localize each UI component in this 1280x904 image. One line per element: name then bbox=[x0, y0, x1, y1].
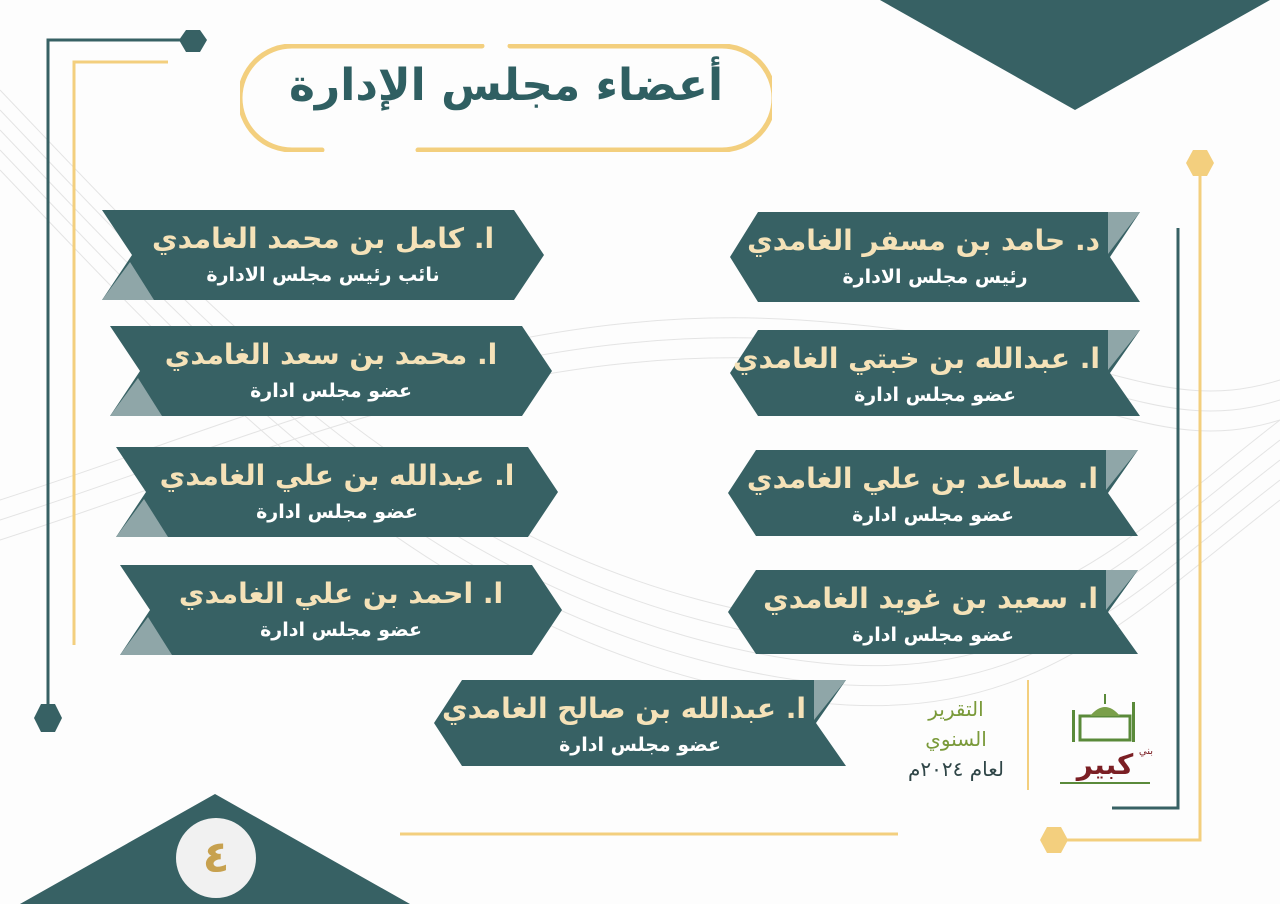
member-role: عضو مجلس ادارة bbox=[559, 734, 721, 756]
member-role: عضو مجلس ادارة bbox=[852, 504, 1014, 526]
member-card bbox=[728, 450, 1138, 540]
member-role: عضو مجلس ادارة bbox=[250, 380, 412, 402]
member-name: ا. مساعد بن علي الغامدي bbox=[746, 462, 1098, 495]
member-card bbox=[730, 330, 1140, 420]
report-line-2: السنوي bbox=[925, 727, 987, 751]
member-card bbox=[434, 680, 846, 770]
member-card bbox=[102, 210, 544, 300]
page-title: أعضاء مجلس الإدارة bbox=[288, 60, 724, 111]
member-card bbox=[120, 565, 562, 655]
member-role: عضو مجلس ادارة bbox=[854, 384, 1016, 406]
member-name: ا. محمد بن سعد الغامدي bbox=[164, 338, 498, 371]
member-card bbox=[728, 570, 1138, 660]
member-name: ا. سعيد بن غويد الغامدي bbox=[763, 582, 1098, 615]
member-role: عضو مجلس ادارة bbox=[256, 501, 418, 523]
member-name: ا. كامل بن محمد الغامدي bbox=[151, 222, 495, 255]
member-card bbox=[116, 447, 558, 537]
member-card bbox=[110, 326, 552, 416]
member-role: عضو مجلس ادارة bbox=[260, 619, 422, 641]
logo-text: كبير bbox=[1076, 748, 1134, 781]
member-name: ا. عبدالله بن خبتي الغامدي bbox=[732, 342, 1100, 375]
member-card bbox=[730, 212, 1140, 302]
organization-logo bbox=[1050, 690, 1160, 790]
member-name: ا. احمد بن علي الغامدي bbox=[178, 577, 504, 610]
annual-report-label bbox=[900, 694, 1012, 784]
report-line-1: التقرير bbox=[928, 697, 984, 721]
member-name: ا. عبدالله بن علي الغامدي bbox=[159, 459, 515, 492]
page-number: ٤ bbox=[176, 818, 256, 898]
member-role: نائب رئيس مجلس الادارة bbox=[206, 264, 440, 286]
member-role: عضو مجلس ادارة bbox=[852, 624, 1014, 646]
member-name: د. حامد بن مسفر الغامدي bbox=[747, 224, 1100, 257]
report-year: لعام ٢٠٢٤م bbox=[908, 757, 1004, 781]
member-name: ا. عبدالله بن صالح الغامدي bbox=[441, 692, 806, 725]
logo-mark-icon bbox=[1050, 690, 1160, 790]
logo-prefix: بني bbox=[1138, 746, 1154, 757]
member-role: رئيس مجلس الادارة bbox=[842, 266, 1028, 288]
